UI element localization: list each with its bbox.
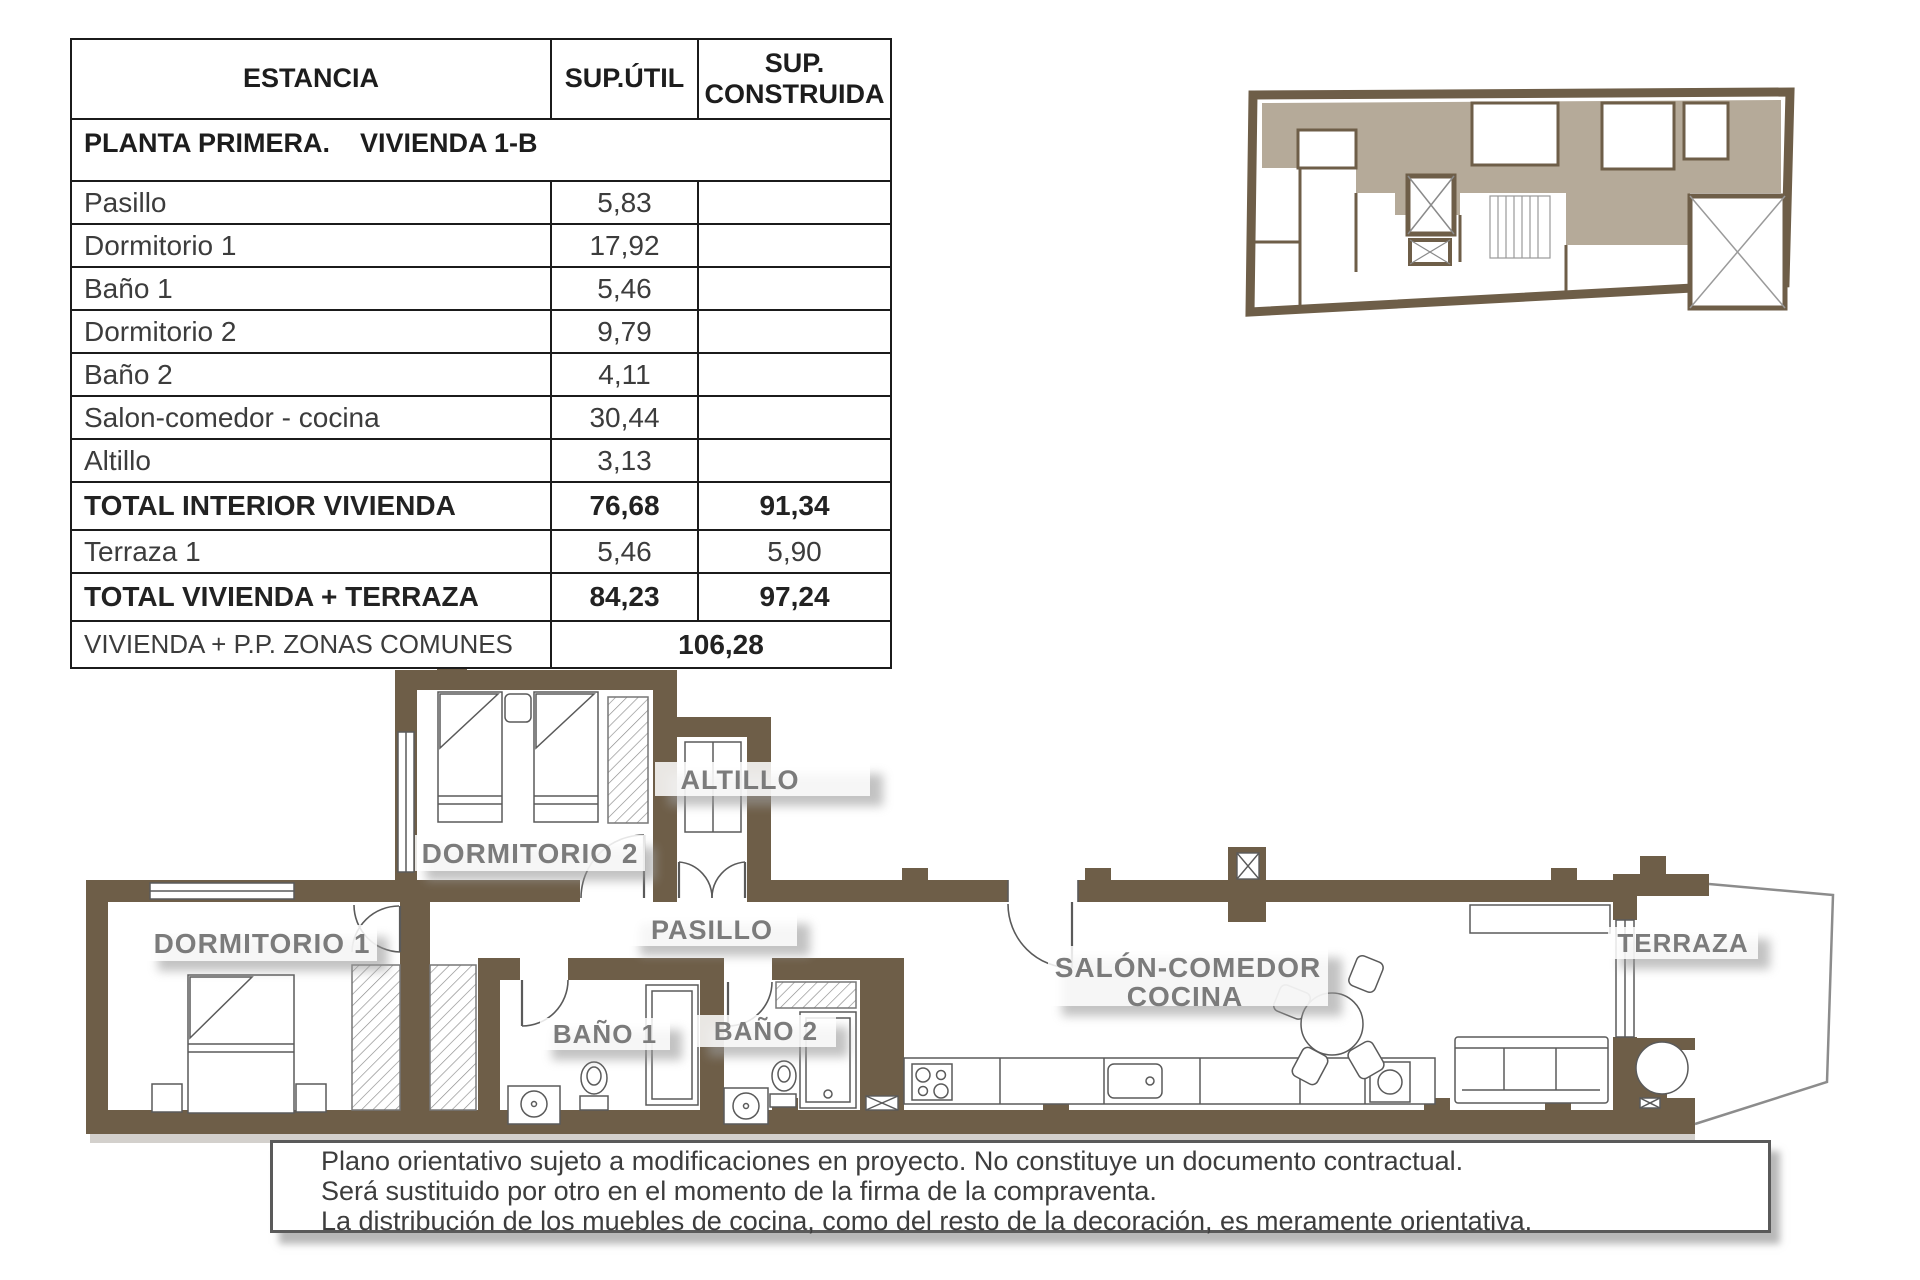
section-title: PLANTA PRIMERA. VIVIENDA 1-B (71, 119, 891, 181)
total-interior-row (71, 482, 891, 530)
table-row (71, 224, 891, 267)
table-row (71, 439, 891, 482)
row-cons (698, 396, 891, 439)
header-sup-util: SUP.ÚTIL (551, 39, 698, 119)
row-util: 76,68 (551, 482, 698, 530)
row-label: Terraza 1 (71, 530, 551, 573)
sofa (1455, 1037, 1608, 1103)
row-label: Dormitorio 2 (71, 310, 551, 353)
label-salon (1048, 946, 1342, 1016)
row-util: 3,13 (551, 439, 698, 482)
key-plan-patio (1690, 196, 1785, 308)
section-row (71, 119, 891, 181)
header-estancia: ESTANCIA (71, 39, 551, 119)
table-header-row (71, 39, 891, 119)
svg-text:COCINA: COCINA (1126, 981, 1244, 1012)
label-bano2 (696, 1015, 848, 1057)
disclaimer-box (270, 1140, 1771, 1236)
row-cons (698, 181, 891, 224)
main-plan (86, 656, 1833, 1143)
table-row (71, 267, 891, 310)
hob-icon (912, 1064, 952, 1100)
row-label: Pasillo (71, 181, 551, 224)
svg-text:DORMITORIO 2: DORMITORIO 2 (421, 838, 639, 869)
svg-text:TERRAZA: TERRAZA (1617, 928, 1749, 958)
disclaimer-line-2: Será sustituido por otro en el momento de la firma de la compraventa. (321, 1176, 1157, 1206)
row-cons (698, 439, 891, 482)
row-label: Baño 2 (71, 353, 551, 396)
row-util: 17,92 (551, 224, 698, 267)
row-util: 5,46 (551, 267, 698, 310)
row-label: Salon-comedor - cocina (71, 396, 551, 439)
terrace-boundary (1695, 884, 1833, 1124)
row-label: TOTAL INTERIOR VIVIENDA (71, 482, 551, 530)
sideboard (1470, 905, 1610, 933)
comunes-value: 106,28 (551, 621, 891, 668)
row-cons (698, 353, 891, 396)
row-label: TOTAL VIVIENDA + TERRAZA (71, 573, 551, 621)
row-cons: 5,90 (698, 530, 891, 573)
row-util: 84,23 (551, 573, 698, 621)
label-dormitorio2 (415, 835, 656, 881)
key-plan-shafts (1408, 176, 1454, 264)
terraza-row (71, 530, 891, 573)
row-label: Dormitorio 1 (71, 224, 551, 267)
bed-double (152, 975, 326, 1113)
svg-text:DORMITORIO 1: DORMITORIO 1 (153, 928, 371, 959)
row-cons: 91,34 (698, 482, 891, 530)
svg-text:PASILLO: PASILLO (650, 915, 774, 945)
svg-text:ALTILLO: ALTILLO (680, 765, 800, 795)
header-sup-construida: SUP. CONSTRUIDA (698, 39, 891, 119)
disclaimer-line-3: La distribución de los muebles de cocina, como del resto de la decoración, es meramente orientativa. (321, 1206, 1533, 1236)
label-pasillo (627, 912, 810, 956)
comunes-row (71, 621, 891, 668)
row-label: Baño 1 (71, 267, 551, 310)
beds-twin (438, 692, 598, 822)
label-terraza (1608, 927, 1770, 969)
row-util: 4,11 (551, 353, 698, 396)
svg-text:BAÑO 2: BAÑO 2 (713, 1016, 819, 1046)
table-row (71, 396, 891, 439)
row-util: 30,44 (551, 396, 698, 439)
row-cons: 97,24 (698, 573, 891, 621)
svg-text:BAÑO 1: BAÑO 1 (552, 1019, 658, 1049)
row-util: 5,83 (551, 181, 698, 224)
key-plan (1250, 92, 1790, 312)
row-cons (698, 310, 891, 353)
areas-table (70, 38, 892, 669)
table-row (71, 353, 891, 396)
disclaimer-line-1: Plano orientativo sujeto a modificaciones en proyecto. No constituye un documento contractual. (321, 1146, 1464, 1176)
label-altillo (655, 762, 883, 806)
row-label: VIVIENDA + P.P. ZONAS COMUNES (71, 621, 551, 668)
row-util: 9,79 (551, 310, 698, 353)
table-row (71, 310, 891, 353)
label-bano1 (540, 1018, 682, 1060)
row-cons (698, 224, 891, 267)
table-row (71, 181, 891, 224)
svg-text:SALÓN-COMEDOR: SALÓN-COMEDOR (1054, 952, 1322, 983)
sink-icon (1108, 1064, 1162, 1098)
row-label: Altillo (71, 439, 551, 482)
total-vivienda-row (71, 573, 891, 621)
row-util: 5,46 (551, 530, 698, 573)
label-dormitorio1 (147, 925, 388, 971)
row-cons (698, 267, 891, 310)
